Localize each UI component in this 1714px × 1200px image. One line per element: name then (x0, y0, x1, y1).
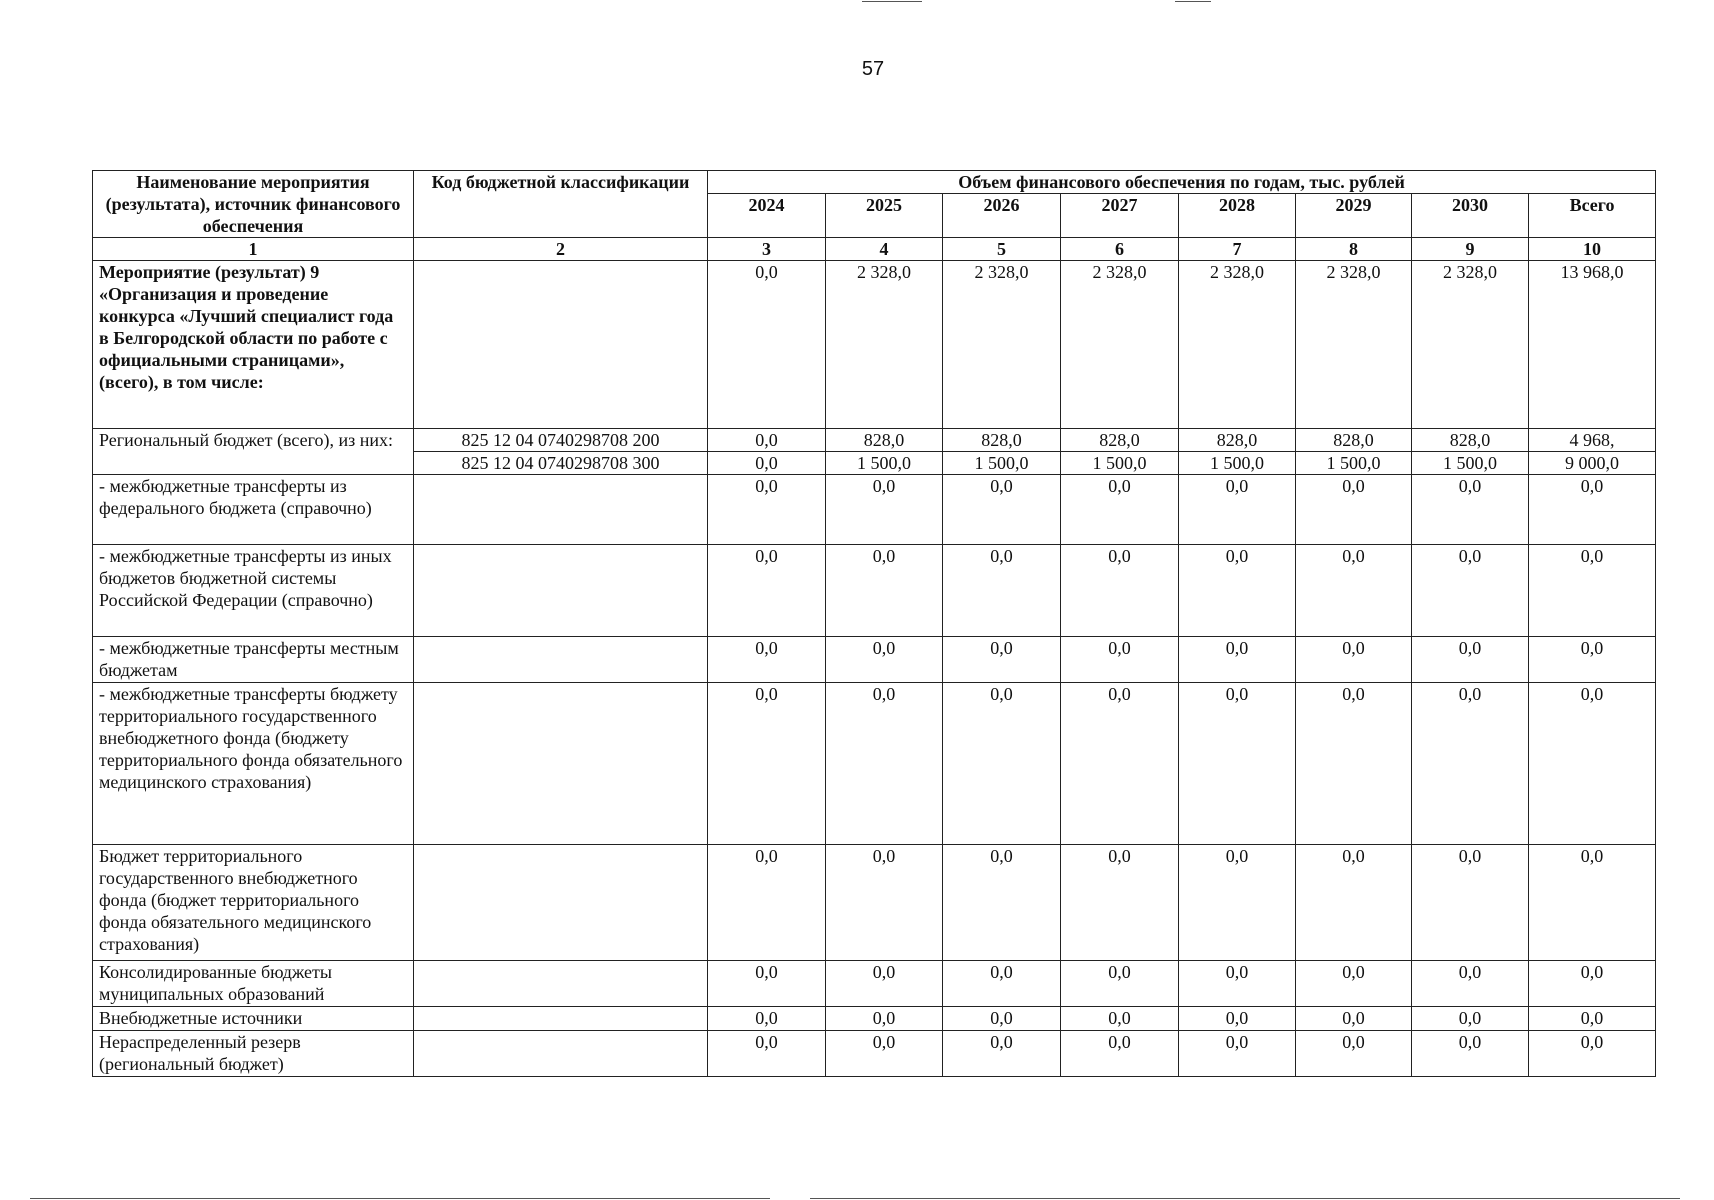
value-cell: 0,0 (708, 261, 826, 429)
row-code (414, 961, 708, 1007)
value-cell: 828,0 (1061, 429, 1179, 452)
value-cell: 0,0 (943, 683, 1061, 845)
value-cell: 4 968, (1529, 429, 1656, 452)
value-cell: 0,0 (1061, 545, 1179, 637)
value-cell: 0,0 (1529, 1007, 1656, 1031)
regional-row-200 (93, 429, 1656, 452)
value-cell: 2 328,0 (1061, 261, 1179, 429)
header-year: 2026 (943, 194, 1061, 238)
value-cell: 0,0 (826, 475, 943, 545)
budget-table (92, 170, 1656, 1077)
value-cell: 1 500,0 (943, 452, 1061, 475)
value-cell: 0,0 (826, 845, 943, 961)
value-cell: 9 000,0 (1529, 452, 1656, 475)
row-name: - межбюджетные трансферты бюджету территориального государственного внебюджетного фонда (бюджету территориального фонда обязательного медицинского страхования) (93, 683, 414, 845)
table-row (93, 845, 1656, 961)
value-cell: 0,0 (708, 475, 826, 545)
table-row (93, 683, 1656, 845)
value-cell: 0,0 (1412, 637, 1529, 683)
value-cell: 0,0 (1179, 637, 1296, 683)
header-year: 2024 (708, 194, 826, 238)
row-code (414, 1007, 708, 1031)
event-name: Мероприятие (результат) 9 «Организация и проведение конкурса «Лучший специалист года в Белгородской области по работе с официальными страницами», (всего), в том числе: (93, 261, 414, 429)
column-number: 8 (1296, 238, 1412, 261)
row-name: Нераспределенный резерв (региональный бюджет) (93, 1031, 414, 1077)
row-name: Внебюджетные источники (93, 1007, 414, 1031)
scan-mark-top-right (1175, 1, 1211, 2)
value-cell: 828,0 (1179, 429, 1296, 452)
value-cell: 0,0 (943, 1031, 1061, 1077)
scan-mark-top-left (862, 1, 922, 2)
value-cell: 0,0 (943, 961, 1061, 1007)
value-cell: 1 500,0 (1179, 452, 1296, 475)
value-cell: 0,0 (1061, 683, 1179, 845)
value-cell: 0,0 (943, 637, 1061, 683)
value-cell: 0,0 (943, 845, 1061, 961)
value-cell: 0,0 (1061, 637, 1179, 683)
value-cell: 828,0 (943, 429, 1061, 452)
column-numbers-row (93, 238, 1656, 261)
row-code (414, 845, 708, 961)
table-row (93, 545, 1656, 637)
table-row (93, 637, 1656, 683)
value-cell: 0,0 (826, 961, 943, 1007)
value-cell: 2 328,0 (1179, 261, 1296, 429)
column-number: 5 (943, 238, 1061, 261)
column-number: 6 (1061, 238, 1179, 261)
header-code: Код бюджетной классификации (414, 171, 708, 238)
header-volume: Объем финансового обеспечения по годам, тыс. рублей (708, 171, 1656, 194)
value-cell: 0,0 (1061, 961, 1179, 1007)
value-cell: 0,0 (1296, 545, 1412, 637)
event-code (414, 261, 708, 429)
value-cell: 0,0 (1296, 475, 1412, 545)
value-cell: 0,0 (708, 1031, 826, 1077)
header-year: 2029 (1296, 194, 1412, 238)
column-number: 1 (93, 238, 414, 261)
column-number: 4 (826, 238, 943, 261)
scan-mark-bottom-left (30, 1198, 770, 1199)
row-code (414, 637, 708, 683)
value-cell: 0,0 (943, 1007, 1061, 1031)
value-cell: 0,0 (1529, 545, 1656, 637)
column-number: 2 (414, 238, 708, 261)
column-number: 7 (1179, 238, 1296, 261)
header-total: Всего (1529, 194, 1656, 238)
column-number: 3 (708, 238, 826, 261)
value-cell: 0,0 (708, 1007, 826, 1031)
value-cell: 0,0 (1296, 1007, 1412, 1031)
scan-mark-bottom-right (810, 1198, 1680, 1199)
value-cell: 0,0 (1179, 545, 1296, 637)
value-cell: 828,0 (826, 429, 943, 452)
header-name: Наименование мероприятия (результата), источник финансового обеспечения (93, 171, 414, 238)
row-name: Бюджет территориального государственного внебюджетного фонда (бюджет территориального фонда обязательного медицинского страхования) (93, 845, 414, 961)
value-cell: 0,0 (1296, 961, 1412, 1007)
value-cell: 0,0 (708, 452, 826, 475)
value-cell: 0,0 (943, 545, 1061, 637)
value-cell: 0,0 (1179, 475, 1296, 545)
value-cell: 13 968,0 (1529, 261, 1656, 429)
value-cell: 0,0 (1529, 1031, 1656, 1077)
column-number: 10 (1529, 238, 1656, 261)
value-cell: 0,0 (708, 845, 826, 961)
row-name: - межбюджетные трансферты из федерального бюджета (справочно) (93, 475, 414, 545)
row-code (414, 545, 708, 637)
table-row (93, 1007, 1656, 1031)
value-cell: 1 500,0 (1412, 452, 1529, 475)
value-cell: 0,0 (1412, 683, 1529, 845)
value-cell: 0,0 (1179, 961, 1296, 1007)
row-name: - межбюджетные трансферты из иных бюджетов бюджетной системы Российской Федерации (справочно) (93, 545, 414, 637)
value-cell: 0,0 (1412, 1031, 1529, 1077)
value-cell: 0,0 (708, 545, 826, 637)
value-cell: 828,0 (1296, 429, 1412, 452)
budget-code: 825 12 04 0740298708 200 (414, 429, 708, 452)
value-cell: 0,0 (1412, 545, 1529, 637)
row-code (414, 475, 708, 545)
value-cell: 0,0 (1061, 1007, 1179, 1031)
value-cell: 0,0 (708, 429, 826, 452)
value-cell: 0,0 (826, 545, 943, 637)
header-year: 2028 (1179, 194, 1296, 238)
value-cell: 0,0 (1296, 845, 1412, 961)
value-cell: 0,0 (1296, 1031, 1412, 1077)
value-cell: 0,0 (1179, 683, 1296, 845)
value-cell: 0,0 (1529, 845, 1656, 961)
header-year: 2027 (1061, 194, 1179, 238)
value-cell: 1 500,0 (1296, 452, 1412, 475)
value-cell: 0,0 (1179, 1007, 1296, 1031)
regional-name: Региональный бюджет (всего), из них: (93, 429, 414, 475)
value-cell: 2 328,0 (826, 261, 943, 429)
value-cell: 0,0 (826, 1031, 943, 1077)
table-row (93, 1031, 1656, 1077)
value-cell: 1 500,0 (1061, 452, 1179, 475)
row-code (414, 1031, 708, 1077)
row-name: Консолидированные бюджеты муниципальных образований (93, 961, 414, 1007)
row-name: - межбюджетные трансферты местным бюджетам (93, 637, 414, 683)
value-cell: 2 328,0 (1296, 261, 1412, 429)
value-cell: 0,0 (1296, 683, 1412, 845)
value-cell: 0,0 (826, 637, 943, 683)
value-cell: 0,0 (1061, 845, 1179, 961)
value-cell: 0,0 (1529, 637, 1656, 683)
value-cell: 828,0 (1412, 429, 1529, 452)
column-number: 9 (1412, 238, 1529, 261)
value-cell: 0,0 (1061, 475, 1179, 545)
table-row (93, 475, 1656, 545)
value-cell: 0,0 (1529, 683, 1656, 845)
value-cell: 0,0 (1296, 637, 1412, 683)
table-row (93, 961, 1656, 1007)
value-cell: 0,0 (708, 961, 826, 1007)
value-cell: 0,0 (1529, 961, 1656, 1007)
budget-code: 825 12 04 0740298708 300 (414, 452, 708, 475)
page-number: 57 (861, 58, 885, 80)
value-cell: 0,0 (1412, 475, 1529, 545)
header-year: 2030 (1412, 194, 1529, 238)
value-cell: 0,0 (1412, 1007, 1529, 1031)
event-row (93, 261, 1656, 429)
row-code (414, 683, 708, 845)
header-year: 2025 (826, 194, 943, 238)
value-cell: 2 328,0 (1412, 261, 1529, 429)
value-cell: 0,0 (1529, 475, 1656, 545)
value-cell: 1 500,0 (826, 452, 943, 475)
value-cell: 2 328,0 (943, 261, 1061, 429)
value-cell: 0,0 (1412, 961, 1529, 1007)
value-cell: 0,0 (1412, 845, 1529, 961)
value-cell: 0,0 (826, 1007, 943, 1031)
value-cell: 0,0 (1061, 1031, 1179, 1077)
value-cell: 0,0 (708, 683, 826, 845)
value-cell: 0,0 (708, 637, 826, 683)
value-cell: 0,0 (1179, 1031, 1296, 1077)
value-cell: 0,0 (1179, 845, 1296, 961)
value-cell: 0,0 (943, 475, 1061, 545)
value-cell: 0,0 (826, 683, 943, 845)
